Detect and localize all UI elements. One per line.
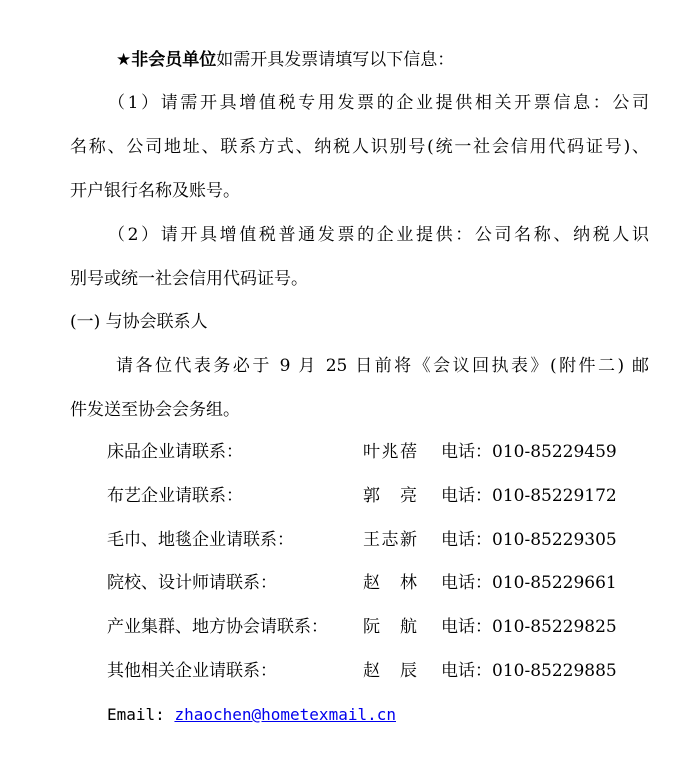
- contact-role: 布艺企业请联系：: [107, 486, 243, 506]
- item-1-line-1: （1）请需开具增值税专用发票的企业提供相关开票信息：公司: [108, 93, 649, 113]
- section-paragraph-line-1: 请各位代表务必于 9 月 25 日前将《会议回执表》(附件二) 邮: [116, 356, 649, 376]
- contact-role: 毛巾、地毯企业请联系：: [107, 530, 294, 550]
- non-member-label: ★非会员单位: [116, 50, 217, 70]
- contact-role: 其他相关企业请联系：: [107, 661, 277, 681]
- section-paragraph-line-2: 件发送至协会会务组。: [70, 400, 240, 420]
- item-1-line-2: 名称、公司地址、联系方式、纳税人识别号(统一社会信用代码证号)、: [70, 137, 649, 157]
- contact-role: 院校、设计师请联系：: [107, 573, 277, 593]
- email-line: [107, 704, 396, 726]
- non-member-text: 如需开具发票请填写以下信息：: [216, 50, 455, 70]
- section-heading: (一) 与协会联系人: [70, 312, 208, 332]
- contact-phone: 电话：010-85229661: [441, 573, 617, 593]
- contact-person: 郭亮: [363, 486, 417, 506]
- contact-role: 床品企业请联系：: [107, 442, 243, 462]
- contact-phone: 电话：010-85229459: [441, 442, 617, 462]
- contact-row: [107, 485, 647, 507]
- item-2-line-1: （2）请开具增值税普通发票的企业提供：公司名称、纳税人识: [108, 225, 649, 245]
- contact-row: [107, 616, 647, 638]
- item-1-line-3: 开户银行名称及账号。: [70, 181, 240, 201]
- contact-role: 产业集群、地方协会请联系：: [107, 617, 328, 637]
- contact-phone: 电话：010-85229885: [441, 661, 617, 681]
- contact-person: 王志新: [363, 530, 417, 550]
- contact-row: [107, 441, 647, 463]
- contact-row: [107, 529, 647, 551]
- contact-phone: 电话：010-85229172: [441, 486, 617, 506]
- email-link[interactable]: zhaochen@hometexmail.cn: [174, 705, 396, 724]
- contact-row: [107, 660, 647, 682]
- non-member-notice: [116, 49, 454, 71]
- contact-row: [107, 572, 647, 594]
- contact-person: 赵林: [363, 573, 417, 593]
- contact-person: 赵辰: [363, 661, 417, 681]
- item-2-line-2: 别号或统一社会信用代码证号。: [70, 269, 308, 289]
- contact-phone: 电话：010-85229825: [441, 617, 617, 637]
- contact-person: 阮航: [363, 617, 417, 637]
- email-label: Email:: [107, 705, 175, 724]
- contact-person: 叶兆蓓: [363, 442, 417, 462]
- contact-phone: 电话：010-85229305: [441, 530, 617, 550]
